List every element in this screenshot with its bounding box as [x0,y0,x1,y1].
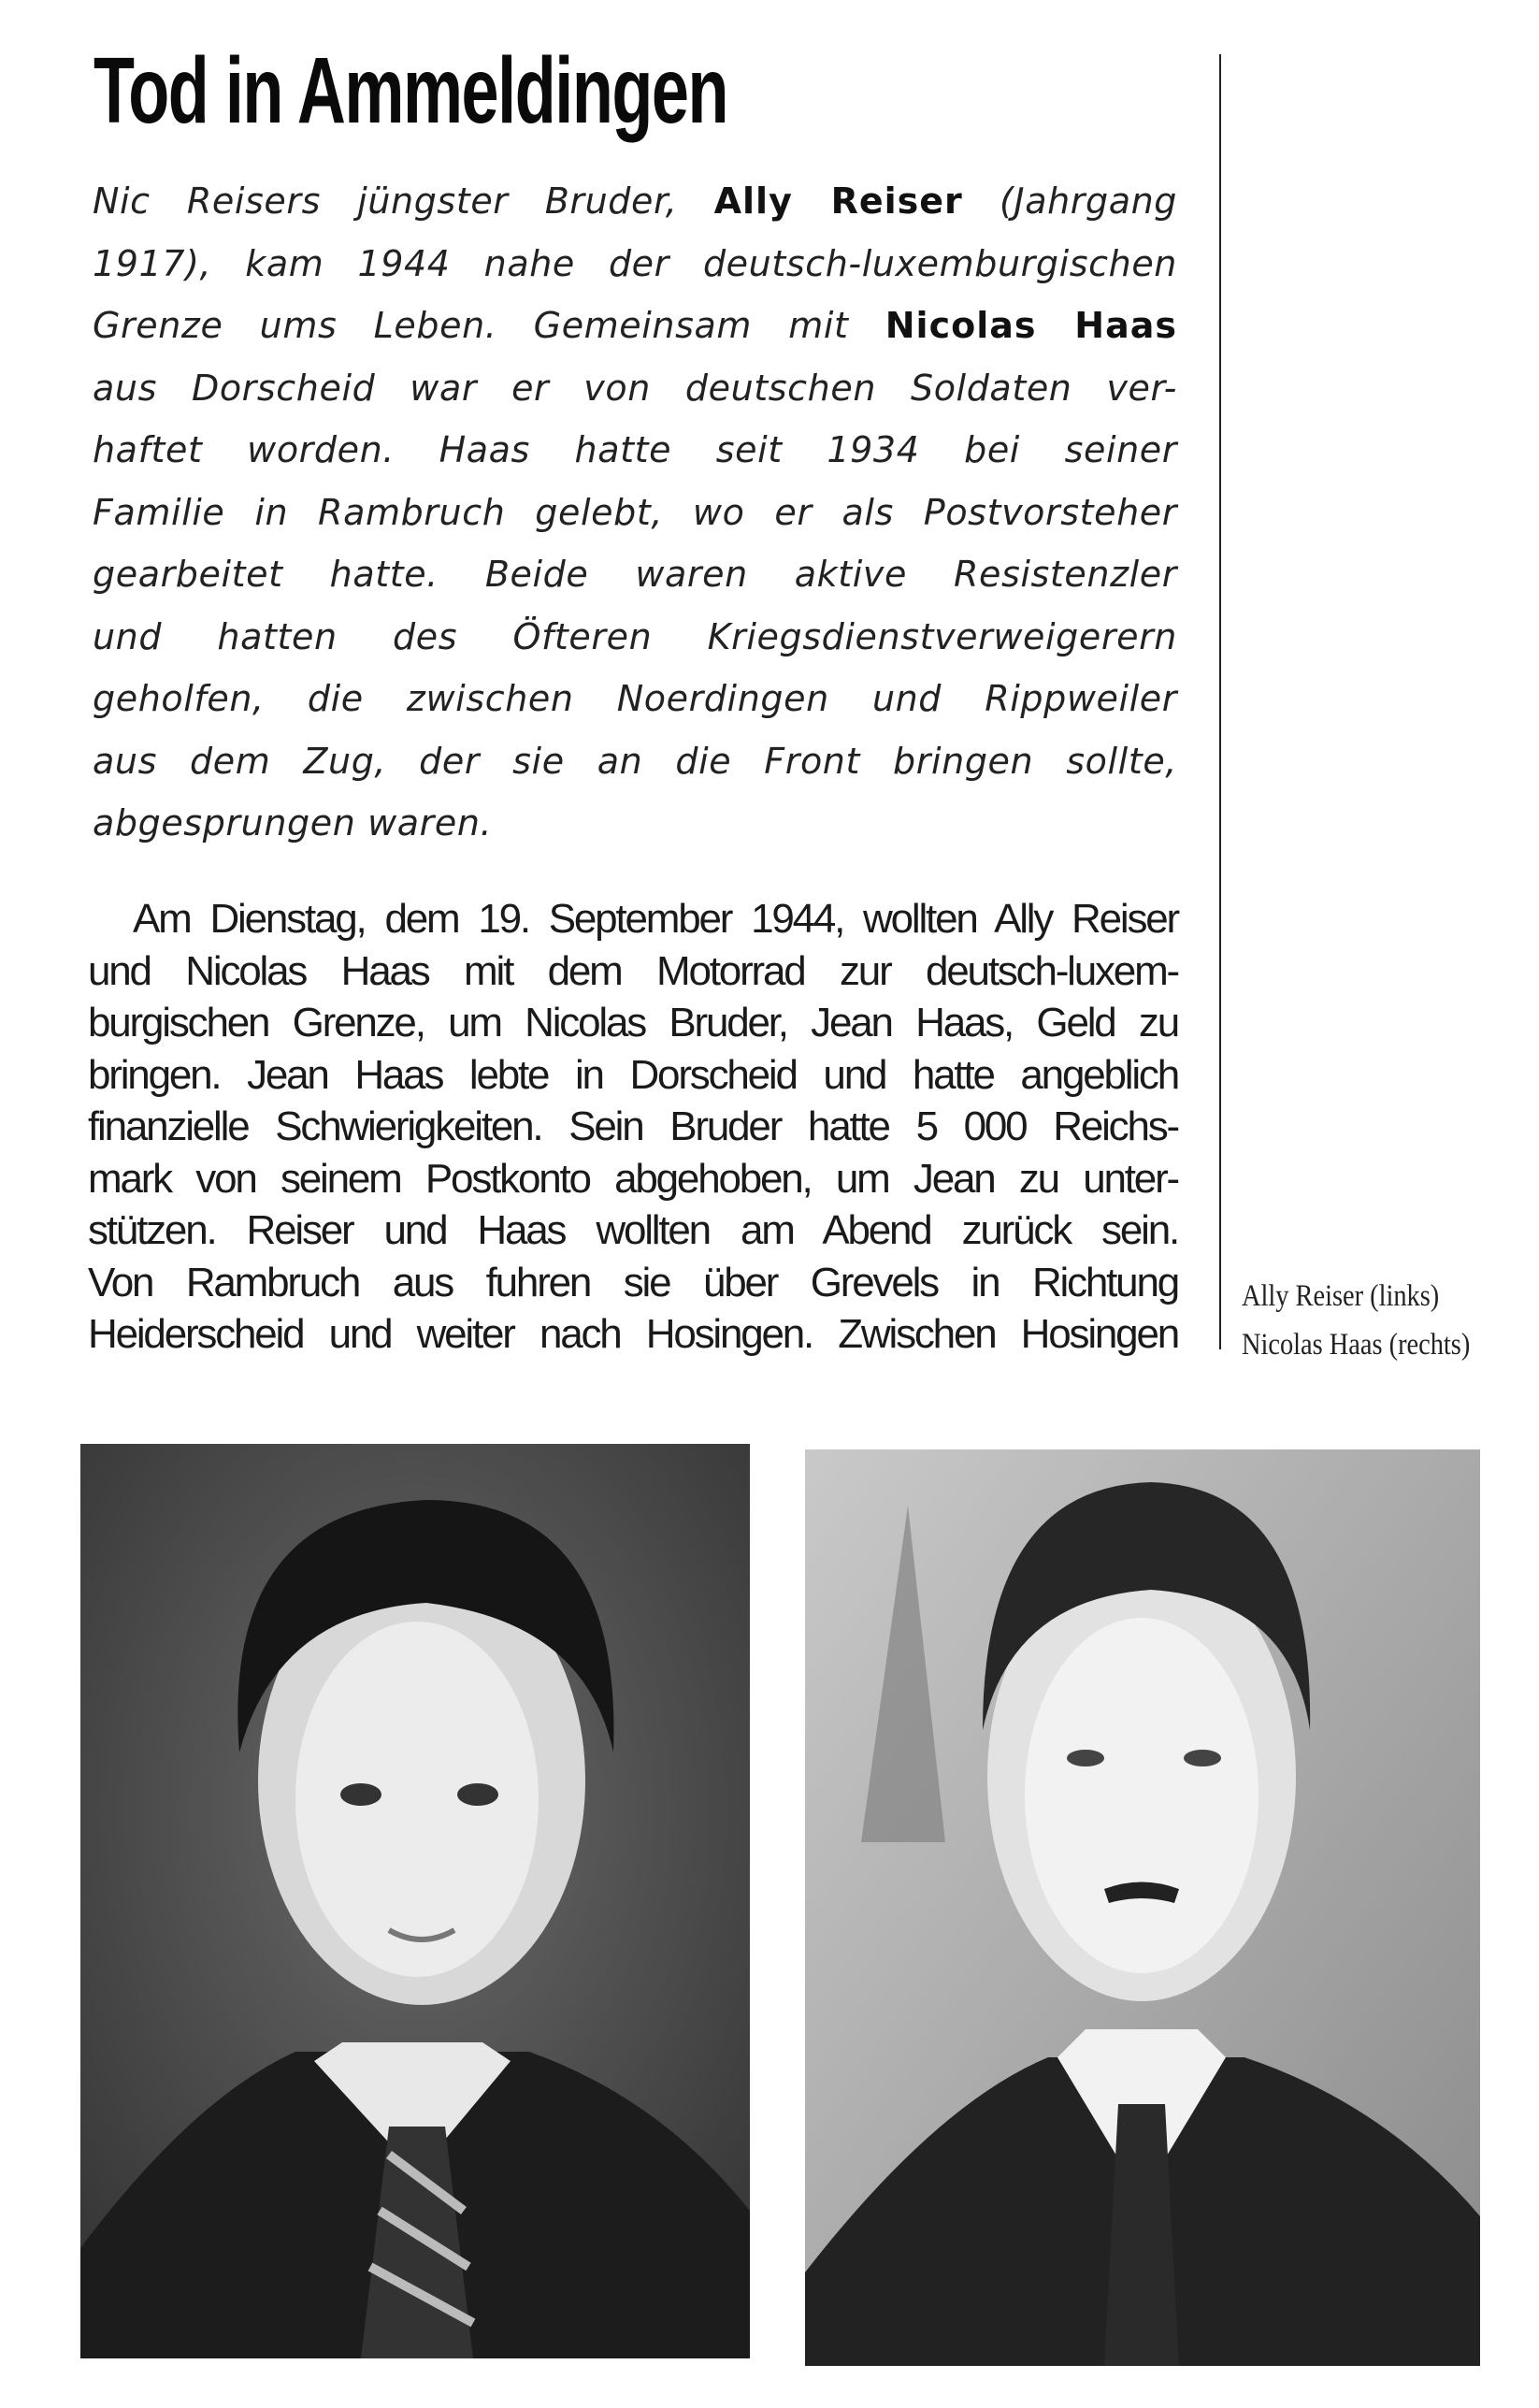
intro-text: aus dem Zug, der sie an die Front bringen sollte, [93,740,1177,782]
intro-text: gearbeitet hatte. Beide waren aktive Resistenzler [93,554,1177,595]
intro-text: geholfen, die zwischen Noerdingen und Rippweiler [93,678,1177,719]
body-line: bringen. Jean Haas lebte in Dorscheid und hatte angeblich [88,1051,1178,1098]
column-divider [1219,54,1221,1349]
caption-left-person: Ally Reiser (links) [1242,1279,1440,1313]
body-paragraph [88,893,1178,1361]
portrait-photo-nicolas-haas [805,1449,1480,2366]
body-line: Von Rambruch aus fuhren sie über Grevels in Richtung [88,1259,1178,1305]
intro-line [93,170,1177,233]
intro-text: Nic Reisers jüngster Bruder, [93,180,714,222]
intro-line [93,295,1177,357]
intro-line [93,482,1177,544]
intro-line [93,792,1177,855]
body-line: und Nicolas Haas mit dem Motorrad zur deutsch-luxem- [88,947,1178,994]
intro-line [93,668,1177,730]
body-line: Heiderscheid und weiter nach Hosingen. Zwischen Hosingen [88,1311,1178,1357]
intro-line [93,730,1177,793]
caption-right-person: Nicolas Haas (rechts) [1242,1328,1471,1362]
person-name-bold: Ally Reiser [713,180,963,222]
intro-text: Grenze ums Leben. Gemeinsam mit [93,305,885,346]
intro-text: und hatten des Öfteren Kriegsdienstverweigerern [93,615,1177,657]
photo-caption [1242,1272,1470,1369]
intro-paragraph [93,170,1177,855]
portrait-photo-ally-reiser [80,1444,750,2358]
intro-line [93,233,1177,296]
intro-line [93,419,1177,482]
person-name-bold: Nicolas Haas [885,305,1177,346]
body-line: burgischen Grenze, um Nicolas Bruder, Jean Haas, Geld zu [88,1000,1178,1045]
body-line: stützen. Reiser und Haas wollten am Abend zurück sein. [88,1207,1178,1253]
body-line: Am Dienstag, dem 19. September 1944, wollten Ally Reiser [133,896,1178,942]
intro-text: haftet worden. Haas hatte seit 1934 bei seiner [93,429,1177,470]
intro-text: Familie in Rambruch gelebt, wo er als Postvorsteher [93,491,1177,533]
intro-line [93,543,1177,606]
intro-text: (Jahrgang [962,180,1178,222]
body-line: finanzielle Schwierigkeiten. Sein Bruder hatte 5 000 Reichs- [88,1103,1178,1149]
intro-text: abgesprungen waren. [93,802,493,844]
article-title: Tod in Ammeldingen [93,38,728,143]
intro-line [93,357,1177,420]
intro-text: 1917), kam 1944 nahe der deutsch-luxemburgischen [93,242,1177,284]
intro-text: aus Dorscheid war er von deutschen Soldaten ver- [93,367,1177,409]
intro-line [93,606,1177,669]
body-line: mark von seinem Postkonto abgehoben, um Jean zu unter- [88,1155,1178,1202]
